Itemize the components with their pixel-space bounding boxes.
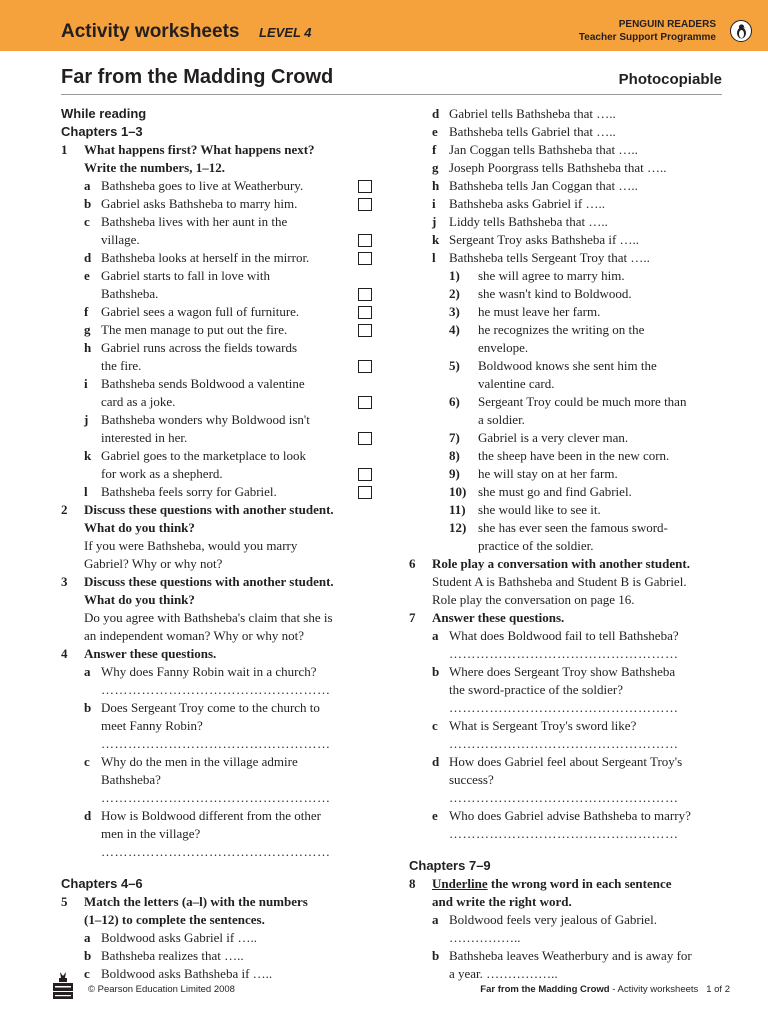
q5-number-7: 7) Gabriel is a very clever man. xyxy=(449,430,629,445)
photocopiable-label: Photocopiable xyxy=(618,71,722,88)
answer-box[interactable] xyxy=(358,432,372,445)
penguin-logo-icon xyxy=(730,20,752,42)
answer-blank[interactable]: …………….. xyxy=(449,930,521,945)
chapters-heading-1-3: Chapters 1–3 xyxy=(61,124,143,139)
q1-item-g: g The men manage to put out the fire. xyxy=(61,321,381,339)
q5-item-c: c Boldwood asks Bathsheba if ….. xyxy=(84,966,273,981)
question-6: 6 Role play a conversation with another student. Student A is Bathsheba and Student B is Gabriel. Role play the conversation on page 16. xyxy=(409,556,690,607)
question-4: 4 Answer these questions. xyxy=(61,646,217,661)
q7-item-c: c What is Sergeant Troy's sword like? xyxy=(432,718,637,733)
answer-box[interactable] xyxy=(358,252,372,265)
q1-item-b: b Gabriel asks Bathsheba to marry him. xyxy=(61,195,381,213)
answer-box[interactable] xyxy=(358,198,372,211)
q5-item-k: k Sergeant Troy asks Bathsheba if ….. xyxy=(432,232,640,247)
answer-box[interactable] xyxy=(358,180,372,193)
footer-book-title: Far from the Madding Crowd xyxy=(480,984,610,995)
q1-item-c: c Bathsheba lives with her aunt in the village. xyxy=(61,213,381,249)
answer-box[interactable] xyxy=(358,324,372,337)
q1-item-f: f Gabriel sees a wagon full of furniture. xyxy=(61,303,381,321)
question-3: 3 Discuss these questions with another student. What do you think? Do you agree with Bathsheba's claim that she is an independent woman? Why or why not? xyxy=(61,574,334,643)
q5-number-5: 5) Boldwood knows she sent him the valentine card. xyxy=(449,358,657,391)
answer-line[interactable]: …………………………………………… xyxy=(449,826,679,841)
answer-box[interactable] xyxy=(358,468,372,481)
q4-item-c: c Why do the men in the village admire Bathsheba? xyxy=(84,754,298,787)
q5-number-1: 1) she will agree to marry him. xyxy=(449,268,625,283)
answer-box[interactable] xyxy=(358,234,372,247)
q1-item-l: l Bathsheba feels sorry for Gabriel. xyxy=(61,483,381,501)
q7-item-e: e Who does Gabriel advise Bathsheba to marry? xyxy=(432,808,691,823)
q5-number-11: 11) she would like to see it. xyxy=(449,502,601,517)
q5-item-e: e Bathsheba tells Gabriel that ….. xyxy=(432,124,616,139)
q7-item-a: a What does Boldwood fail to tell Bathsheba? xyxy=(432,628,679,643)
q5-number-4: 4) he recognizes the writing on the envelope. xyxy=(449,322,645,355)
q8-item-b: b Bathsheba leaves Weatherbury and is away for a year. …………….. xyxy=(432,948,692,981)
q5-number-10: 10) she must go and find Gabriel. xyxy=(449,484,632,499)
right-column xyxy=(409,105,722,983)
level-label: LEVEL 4 xyxy=(259,25,312,40)
question-8: 8 Underline the wrong word in each sentence and write the right word. xyxy=(409,876,672,909)
q7-item-d: d How does Gabriel feel about Sergeant Troy's success? xyxy=(432,754,683,787)
copyright-text: © Pearson Education Limited 2008 xyxy=(88,984,235,995)
question-5: 5 Match the letters (a–l) with the numbers (1–12) to complete the sentences. xyxy=(61,894,308,927)
q4-item-d: d How is Boldwood different from the other men in the village? xyxy=(84,808,321,841)
question-prompt: What happens first? What happens next? xyxy=(84,142,315,157)
answer-line[interactable]: …………………………………………… xyxy=(101,736,331,751)
q5-number-3: 3) he must leave her farm. xyxy=(449,304,601,319)
chapters-heading-4-6: Chapters 4–6 xyxy=(61,876,143,891)
q5-number-12: 12) she has ever seen the famous sword- practice of the soldier. xyxy=(449,520,668,553)
worksheet-title: Activity worksheets xyxy=(61,21,240,42)
q5-item-i: i Bathsheba asks Gabriel if ….. xyxy=(432,196,605,211)
answer-line[interactable]: …………………………………………… xyxy=(449,700,679,715)
q1-item-h: h Gabriel runs across the fields towards the fire. xyxy=(61,339,381,375)
underline-word: Underline xyxy=(432,876,488,891)
q5-number-8: 8) the sheep have been in the new corn. xyxy=(449,448,670,463)
q5-item-h: h Bathsheba tells Jan Coggan that ….. xyxy=(432,178,638,193)
q1-item-k: k Gabriel goes to the marketplace to look for work as a shepherd. xyxy=(61,447,381,483)
answer-box[interactable] xyxy=(358,306,372,319)
q8-item-a: a Boldwood feels very jealous of Gabriel. …………….. xyxy=(432,912,657,945)
q1-item-e: e Gabriel starts to fall in love with Bathsheba. xyxy=(61,267,381,303)
q7-item-b: b Where does Sergeant Troy show Bathsheba the sword-practice of the soldier? xyxy=(432,664,676,697)
q4-item-b: b Does Sergeant Troy come to the church to meet Fanny Robin? xyxy=(84,700,320,733)
question-1 xyxy=(61,141,381,177)
answer-line[interactable]: …………………………………………… xyxy=(101,682,331,697)
question-prompt: Write the numbers, 1–12. xyxy=(84,160,225,175)
answer-line[interactable]: …………………………………………… xyxy=(101,790,331,805)
header-bar xyxy=(0,0,768,51)
footer-separator: - Activity worksheets xyxy=(609,984,699,995)
q5-number-2: 2) she wasn't kind to Boldwood. xyxy=(449,286,632,301)
question-number: 1 xyxy=(61,142,68,157)
q1-item-i: i Bathsheba sends Boldwood a valentine card as a joke. xyxy=(61,375,381,411)
publisher-name: PENGUIN READERS xyxy=(618,19,716,30)
book-title: Far from the Madding Crowd xyxy=(61,66,334,88)
pearson-longman-logo-icon xyxy=(51,970,75,1000)
q1-item-j: j Bathsheba wonders why Boldwood isn't interested in her. xyxy=(61,411,381,447)
q5-item-b: b Bathsheba realizes that ….. xyxy=(84,948,244,963)
q1-item-a: a Bathsheba goes to live at Weatherbury. xyxy=(61,177,381,195)
answer-line[interactable]: …………………………………………… xyxy=(449,646,679,661)
q5-item-j: j Liddy tells Bathsheba that ….. xyxy=(432,214,608,229)
header-divider xyxy=(61,94,722,95)
footer-book-info xyxy=(480,984,730,995)
footer xyxy=(0,970,768,1000)
answer-line[interactable]: …………………………………………… xyxy=(101,844,331,859)
answer-line[interactable]: …………………………………………… xyxy=(449,736,679,751)
section-heading: While reading xyxy=(61,106,147,121)
answer-box[interactable] xyxy=(358,288,372,301)
q5-item-f: f Jan Coggan tells Bathsheba that ….. xyxy=(432,142,638,157)
q5-item-a: a Boldwood asks Gabriel if ….. xyxy=(84,930,257,945)
answer-box[interactable] xyxy=(358,396,372,409)
q5-number-9: 9) he will stay on at her farm. xyxy=(449,466,618,481)
page-number: 1 of 2 xyxy=(706,984,730,995)
answer-line[interactable]: …………………………………………… xyxy=(449,790,679,805)
q5-item-l: l Bathsheba tells Sergeant Troy that ….. xyxy=(432,250,650,265)
q4-item-a: a Why does Fanny Robin wait in a church? xyxy=(84,664,317,679)
question-7: 7 Answer these questions. xyxy=(409,610,565,625)
question-2: 2 Discuss these questions with another student. What do you think? If you were Bathsheba, would you marry Gabriel? Why or why not? xyxy=(61,502,334,571)
q5-number-6: 6) Sergeant Troy could be much more than a soldier. xyxy=(449,394,687,427)
answer-box[interactable] xyxy=(358,486,372,499)
chapters-heading-7-9: Chapters 7–9 xyxy=(409,858,491,873)
left-column xyxy=(61,105,381,983)
publisher-programme: Teacher Support Programme xyxy=(578,32,716,43)
q5-item-d: d Gabriel tells Bathsheba that ….. xyxy=(432,106,616,121)
q5-item-g: g Joseph Poorgrass tells Bathsheba that ….. xyxy=(432,160,667,175)
publisher-info xyxy=(579,18,716,44)
answer-box[interactable] xyxy=(358,360,372,373)
q1-item-d: d Bathsheba looks at herself in the mirror. xyxy=(61,249,381,267)
